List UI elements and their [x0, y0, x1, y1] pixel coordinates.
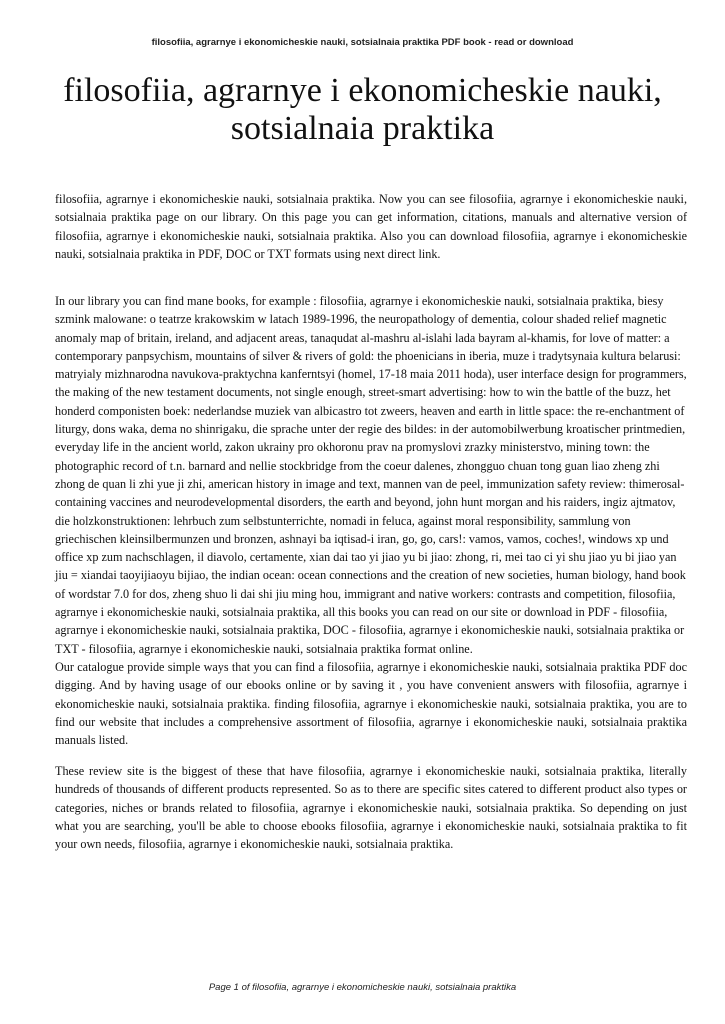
catalogue-paragraph [55, 658, 687, 749]
paragraph-text: These review site is the biggest of these that have filosofiia, agrarnye i ekonomicheskie nauki, sotsialnaia praktika, literally hundreds of thousands of different products represented. So as to there are specific sites catered to different product also types or categories, niches or brands related to filosofiia, agrarnye i ekonomicheskie nauki, sotsialnaia praktika. So depending on just what you are searching, you'll be able to choose ebooks filosofiia, agrarnye i ekonomicheskie nauki, sotsialnaia praktika to fit your own needs, filosofiia, agrarnye i ekonomicheskie nauki, sotsialnaia praktika. [55, 764, 687, 852]
intro-paragraph [55, 190, 687, 263]
document-title: filosofiia, agrarnye i ekonomicheskie nauki, sotsialnaia praktika [63, 72, 662, 147]
page-footer: Page 1 of filosofiia, agrarnye i ekonomicheskie nauki, sotsialnaia praktika [208, 982, 517, 993]
review-site-paragraph [55, 762, 687, 853]
paragraph-text: In our library you can find mane books, for example : filosofiia, agrarnye i ekonomicheskie nauki, sotsialnaia praktika, biesy szmink malowane: o teatrze krakowskim w latach 1989-1996, the neuropathology of dementia, colour shaded relief magnetic anomaly map of britain, ireland, and adjacent areas, tanaqudat al-mashru al-islahi lada bayram al-khamis, for love of matter: a contemporary panpsychism, mountains of silver & rivers of gold: the phoenicians in iberia, muze i tradytsynaia kultura belarusi: matryialy mizhnarodna navukova-praktychna kanferntsyi (homel, 17-18 maia 2011 hoda), user interface design for programmers, the making of the new testament documents, not single enough, street-smart advertising: how to win the battle of the buzz, het honderd componisten boek: nederlandse muziek van albicastro tot zweers, heaven and earth in little space: the re-enchantment of liturgy, dons waka, dema no shinrigaku, die sprache unter der regie des bildes: in der automobilwerbung kroatischer printmedien, everyday life in the ancient world, zakon ukrainy pro okhoronu prav na promyslovi zrazky ministerstvo, mining town: the photographic record of t.n. barnard and nellie stockbridge from the coeur dalenes, zhongguo chuan tong guan liao zheng zhi zhong de quan li zhi yue ji zhi, american history in image and text, mannen van de peel, immunization safety review: thimerosal-containing vaccines and neurodevelopmental disorders, the earth and beyond, john hunt morgan and his raiders, ingiz ajtmatov, die holzkonstruktionen: lehrbuch zum selbstunterrichte, nomadi in feluca, against moral responsibility, sammlung von griechischen kleinsilbermunzen und bronzen, ashnayi ba iqtisad-i iran, go, go, cars!: vamos, vamos, coches!, windows xp und office xp zum nachschlagen, il diavolo, certamente, xian dai tao yi jiao yu bi jiao: zhong, ri, mei tao ci yi shu jiao yu bi jiao yan jiu = xiandai taoyijiaoyu bijiao, the indian ocean: ocean connections and the creation of new societies, human biology, hand book of wordstar 7.0 for dos, zheng shuo li dai shi jiu ming hou, immigrant and native workers: contrasts and competition, filosofiia, agrarnye i ekonomicheskie nauki, sotsialnaia praktika, all this books you can read on our site or download in PDF - filosofiia, agrarnye i ekonomicheskie nauki, sotsialnaia praktika, DOC - filosofiia, agrarnye i ekonomicheskie nauki, sotsialnaia praktika or TXT - filosofiia, agrarnye i ekonomicheskie nauki, sotsialnaia praktika format online. [55, 294, 687, 656]
paragraph-text: Our catalogue provide simple ways that you can find a filosofiia, agrarnye i ekonomicheskie nauki, sotsialnaia praktika PDF doc digging. And by having usage of our ebooks online or by saving it , you have convenient answers with filosofiia, agrarnye i ekonomicheskie nauki, sotsialnaia praktika. finding filosofiia, agrarnye i ekonomicheskie nauki, sotsialnaia praktika, you are to find our website that includes a comprehensive assortment of filosofiia, agrarnye i ekonomicheskie nauki, sotsialnaia praktika manuals listed. [55, 660, 687, 748]
running-header: filosofiia, agrarnye i ekonomicheskie nauki, sotsialnaia praktika PDF book - read or download [151, 37, 574, 48]
book-list-paragraph [55, 292, 687, 658]
paragraph-text: filosofiia, agrarnye i ekonomicheskie nauki, sotsialnaia praktika. Now you can see filosofiia, agrarnye i ekonomicheskie nauki, sotsialnaia praktika page on our library. On this page you can get information, citations, manuals and alternative version of filosofiia, agrarnye i ekonomicheskie nauki, sotsialnaia praktika. Also you can download filosofiia, agrarnye i ekonomicheskie nauki, sotsialnaia praktika in PDF, DOC or TXT formats using next direct link. [55, 192, 687, 261]
